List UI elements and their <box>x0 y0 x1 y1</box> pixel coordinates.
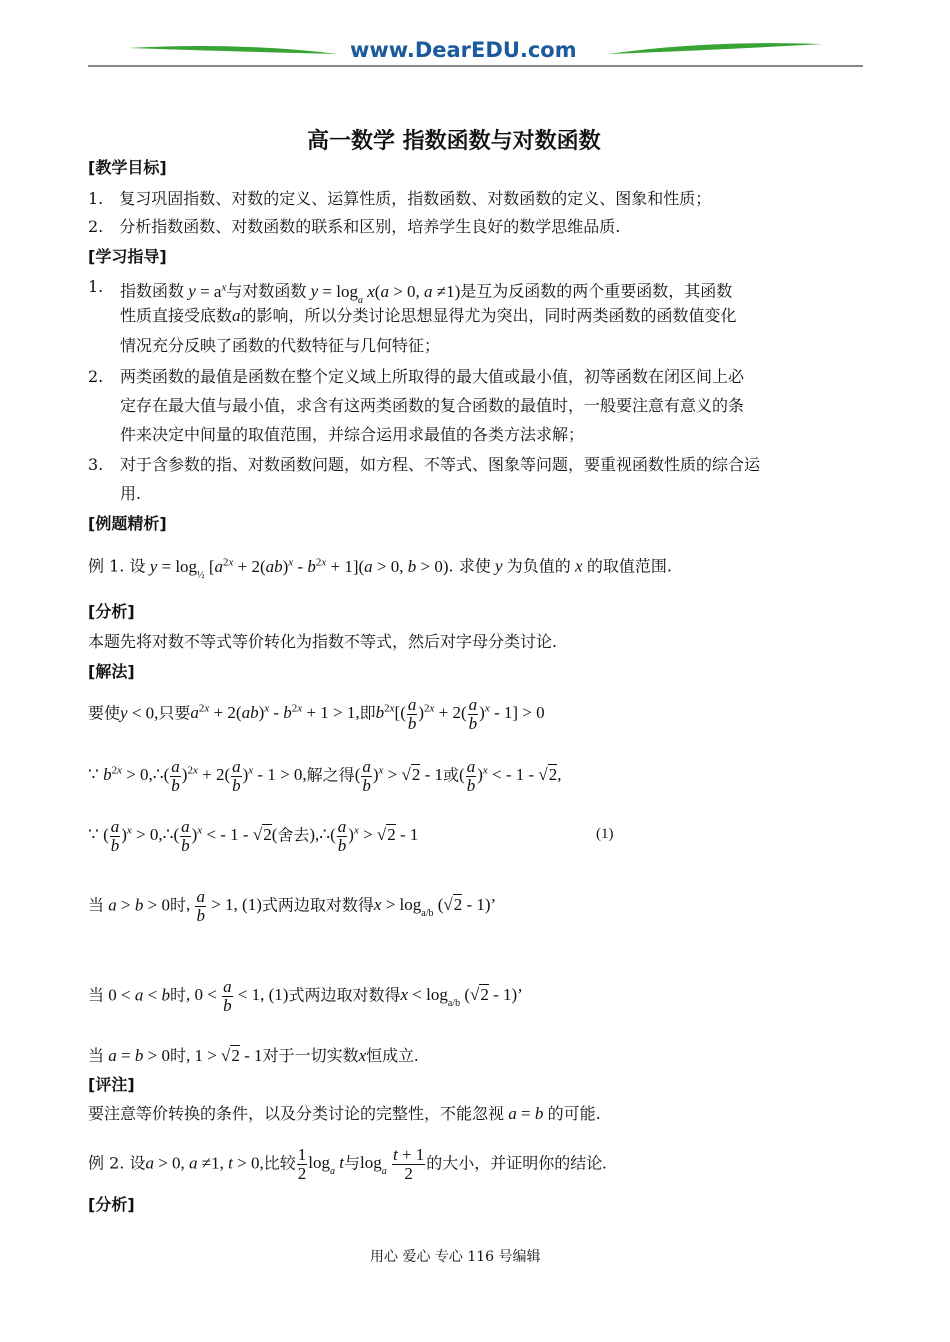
equation-label: (1) <box>596 826 614 842</box>
section-heading-solution: [解法] <box>88 662 135 681</box>
site-logo: www.DearEDU.com <box>350 38 577 62</box>
header-banner <box>88 36 863 68</box>
remark-text: 要注意等价转换的条件，以及分类讨论的完整性，不能忽视 a = b 的可能. <box>88 1104 601 1123</box>
page-footer: 用心 爱心 专心 116 号编辑 <box>370 1249 541 1265</box>
solution-case-2: 当 0 < a < b时, 0 < $\frac{a}{b}$ < 1, (1)式两边取对数得$x < \log_{a/b} (√2 - 1)$’ <box>88 977 523 1015</box>
example-1: 例 1. 设 $y = \log_{\frac{1}{2}} [a^{2x} + 2(ab)^x - b^{2x} + 1](a > 0$, b > 0). 求使 y 为负值的 x 的取值范围. <box>88 556 672 581</box>
guide-item-num: 1. <box>88 277 104 296</box>
solution-case-3: 当 a = b > 0时, 1 > √2 - 1对于一切实数x恒成立. <box>88 1046 419 1065</box>
solution-line-2: ∵ $b^{2x}$ > 0,∴( $\frac{a}{b}$ )$^{2x}$ + 2( $\frac{a}{b}$ )$^x$ - 1 > 0,解之得( $\frac{a}{b}$ )$^x$ > √2 - 1或( $\frac{a}{b}$ )$^x$ < - 1 - √2, <box>88 757 562 795</box>
goal-item: 1. 复习巩固指数、对数的定义、运算性质，指数函数、对数函数的定义、图象和性质； <box>88 189 712 208</box>
analysis-text: 本题先将对数不等式等价转化为指数不等式，然后对字母分类讨论. <box>88 632 558 651</box>
guide-item-1-line-3: 情况充分反映了函数的代数特征与几何特征； <box>120 336 441 355</box>
solution-line-1: 要使y < 0,只要$a^{2x} + 2(ab)^x - b^{2x} + 1 > 1$,即$b^{2x}$[( $\frac{a}{b}$ )$^{2x}$ + 2( $\frac{a}{b}$ )$^x$ - 1] > 0 <box>88 695 545 733</box>
solution-line-3: ∵ ( $\frac{a}{b}$ )$^x$ > 0,∴( $\frac{a}{b}$ )$^x$ < - 1 - √2(舍去),∴( $\frac{a}{b}$ )$^x$ > √2 - 1 <box>88 817 419 855</box>
guide-item-2-line-3: 件来决定中间量的取值范围，并综合运用求最值的各类方法求解； <box>120 425 585 444</box>
guide-item-1-line-2: 性质直接受底数a的影响，所以分类讨论思想显得尤为突出，同时两类函数的函数值变化 <box>120 306 737 325</box>
section-heading-examples: [例题精析] <box>88 514 167 533</box>
section-heading-analysis: [分析] <box>88 602 135 621</box>
page-title: 高一数学 指数函数与对数函数 <box>307 129 601 154</box>
guide-item-num: 3. <box>88 455 104 474</box>
section-heading-goals: [教学目标] <box>88 158 167 177</box>
solution-case-1: 当 a > b > 0时, $\frac{a}{b}$ > 1, (1)式两边取对数得$x > \log_{a/b} (√2 - 1)$’ <box>88 887 497 925</box>
section-heading-remark: [评注] <box>88 1075 135 1094</box>
guide-item-2-line-2: 定存在最大值与最小值，求含有这两类函数的复合函数的最值时，一般要注意有意义的条 <box>120 396 745 415</box>
section-heading-guide: [学习指导] <box>88 247 167 266</box>
guide-item-3-line-2: 用. <box>120 484 142 503</box>
guide-item-3-line-1: 对于含参数的指、对数函数问题，如方程、不等式、图象等问题，要重视函数性质的综合运 <box>120 455 761 474</box>
guide-item-1-line-1: 指数函数 $y = a^x$与对数函数 $y = \log_a x(a > 0$, a ≠1)是互为反函数的两个重要函数，其函数 <box>120 281 733 306</box>
guide-item-2-line-1: 两类函数的最值是函数在整个定义域上所取得的最大值或最小值，初等函数在闭区间上必 <box>120 367 745 386</box>
example-2: 例 2. 设a > 0, a ≠1, t > 0,比较 $\frac{1}{2}$ $\log_a t$与$\log_a$ $\frac{t + 1}{2}$ 的大小，并证明你的结论. <box>88 1145 607 1183</box>
section-heading-analysis-2: [分析] <box>88 1195 135 1214</box>
guide-item-num: 2. <box>88 367 104 386</box>
goal-item: 2. 分析指数函数、对数函数的联系和区别，培养学生良好的数学思维品质. <box>88 217 621 236</box>
